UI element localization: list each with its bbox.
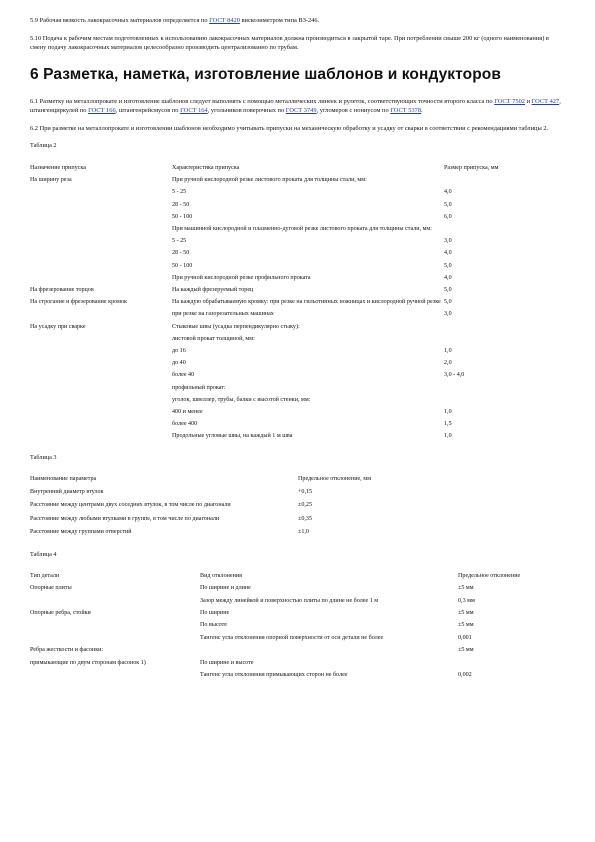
table-cell: На строгание и фрезерование кромок: [30, 299, 127, 306]
table-row: [30, 309, 570, 321]
table-cell: По ширине и длине: [200, 585, 251, 592]
table-3: [30, 474, 570, 541]
table-cell: 4,0: [444, 189, 452, 196]
gost-427-link[interactable]: ГОСТ 427: [531, 98, 560, 105]
paragraph-6-1: 6.1 Разметку на металлопрокате и изготовление шаблонов следует выполнять с помощью металлических линеек и рулеток, соответствующих точности второго класса по ГОСТ 7502 и ГОСТ 427, штангенциркулей по ГОСТ 166, штангенрейсмусов по ГОСТ 164, угольников поверочных по ГОСТ 3749, угломеров с нониусом по ГОСТ 5378.: [30, 98, 561, 114]
table-2-caption: Таблица 2: [30, 142, 57, 149]
table-2: [30, 163, 570, 444]
table-cell: 1,0: [444, 348, 452, 355]
table-cell: [444, 224, 570, 236]
table-cell: [30, 309, 172, 321]
table-cell: При машинной кислородной и плазменно-дуговой резке листового проката для толщины стали, мм:: [172, 226, 432, 233]
table-row: [30, 395, 570, 407]
table-row: [30, 248, 570, 260]
table-cell: [30, 261, 172, 273]
table-cell: 3,0: [444, 311, 452, 318]
table-4-caption: Таблица 4: [30, 550, 57, 558]
table-row: [30, 633, 570, 645]
table-cell: ±5 мм: [458, 647, 474, 654]
table-cell: Продольные угловые швы, на каждый 1 м шва: [172, 433, 293, 440]
table-row: [30, 175, 570, 187]
table-row: [30, 419, 570, 431]
table-cell: 1,5: [444, 421, 452, 428]
table-row: [30, 583, 570, 595]
table-cell: 4,0: [444, 250, 452, 257]
table-cell: уголок, швеллер, трубы, балки с высотой стенки, мм:: [172, 396, 311, 403]
table-cell: Ребра жесткости и фасонки:: [30, 647, 104, 654]
header-cell: Наименование параметра: [30, 475, 97, 482]
table-cell: [30, 358, 172, 370]
table-cell: По ширине и высоте: [200, 659, 254, 666]
table-cell: [30, 200, 172, 212]
table-row: [30, 334, 570, 346]
gost-166-link[interactable]: ГОСТ 166: [88, 107, 116, 114]
table-cell: Тангенс угла отклонения примыкающих сторон не более: [200, 671, 348, 678]
section-heading: 6 Разметка, наметка, изготовление шаблонов и кондукторов: [30, 66, 501, 83]
table-cell: 1,0: [444, 409, 452, 416]
gost-5378-link[interactable]: ГОСТ 5378: [390, 107, 422, 114]
paragraph-5-10: 5.10 Подача к рабочим местам подготовленных к использованию лакокрасочных материалов должна производиться в закрытой таре. При потреблении свыше 200 кг (одного наименования) в смену подачу лакокрасочных материалов целесообразно производить централизованно по трубам.: [30, 35, 549, 51]
table-row: [30, 596, 570, 608]
table-row: [30, 500, 570, 513]
table-cell: На каждую обрабатываемую кромку: при резке на гильотинных ножницах и кислородной ручной резке: [172, 299, 441, 306]
table-cell: [30, 431, 172, 443]
table-cell: 5 - 25: [172, 189, 187, 196]
table-cell: [30, 407, 172, 419]
table-cell: 0,002: [458, 671, 472, 678]
table-cell: На усадку при сварке: [30, 323, 86, 330]
table-cell: [30, 236, 172, 248]
table-cell: [30, 633, 200, 645]
table-cell: 3,0: [444, 238, 452, 245]
table-cell: [30, 370, 172, 382]
table-cell: [30, 334, 172, 346]
gost-8420-link[interactable]: ГОСТ 8420: [209, 17, 240, 24]
table-cell: 5,0: [444, 262, 452, 269]
table-row: [30, 527, 570, 540]
table-cell: [30, 620, 200, 632]
table-row: [30, 200, 570, 212]
table-cell: [30, 224, 172, 236]
header-cell: Предельное отклонение: [458, 572, 521, 579]
table-cell: 2,0: [444, 360, 452, 367]
table-cell: На фрезерование торцов: [30, 287, 94, 294]
table-cell: Внутренний диаметр втулок: [30, 489, 104, 496]
table-cell: 0,3 мм: [458, 597, 475, 604]
header-cell: Вид отклонения: [200, 572, 242, 579]
table-header-row: [30, 163, 570, 175]
table-row: [30, 407, 570, 419]
table-cell: [30, 383, 172, 395]
header-cell: Тип детали: [30, 572, 60, 579]
table-cell: ±0,25: [298, 502, 313, 509]
table-cell: 3,0 - 4,0: [444, 372, 465, 379]
table-cell: Стыковые швы (усадка перпендикулярно стыку):: [172, 323, 300, 330]
table-cell: По высоте: [200, 622, 227, 629]
table-row: [30, 658, 570, 670]
gost-3749-link[interactable]: ГОСТ 3749: [285, 107, 317, 114]
table-cell: На каждый фрезеруемый торец: [172, 287, 254, 294]
gost-7502-link[interactable]: ГОСТ 7502: [494, 98, 525, 105]
table-cell: более 40: [172, 372, 195, 379]
table-cell: 6,0: [444, 213, 452, 220]
table-row: [30, 187, 570, 199]
document-page: [30, 12, 570, 682]
table-cell: до 16: [172, 348, 186, 355]
table-cell: [444, 383, 570, 395]
table-cell: [30, 212, 172, 224]
table-cell: [200, 645, 458, 657]
table-cell: ±5 мм: [458, 585, 474, 592]
header-cell: Характеристика припуска: [172, 165, 240, 171]
table-cell: При ручной кислородной резке профильного проката: [172, 274, 311, 281]
table-cell: более 400: [172, 421, 198, 428]
table-cell: Тангенс угла отклонения опорной поверхности от оси детали не более: [200, 634, 384, 641]
table-row: [30, 285, 570, 297]
table-row: [30, 273, 570, 285]
header-cell: Назначение припуска: [30, 165, 86, 171]
table-4: [30, 571, 570, 683]
table-row: [30, 487, 570, 500]
table-cell: Расстояние между центрами двух соседних втулок, в том числе по диагонали: [30, 502, 231, 509]
header-cell: Предельное отклонение, мм: [298, 475, 371, 482]
table-header-row: [30, 571, 570, 583]
table-cell: 5,0: [444, 287, 452, 294]
table-cell: 4,0: [444, 274, 452, 281]
table-cell: Расстояние между группами отверстий: [30, 529, 132, 536]
table-row: [30, 224, 570, 236]
table-row: [30, 346, 570, 358]
table-cell: ±1,0: [298, 529, 309, 536]
table-row: [30, 670, 570, 682]
table-cell: Опорные ребра, стойки: [30, 609, 91, 616]
table-row: [30, 358, 570, 370]
table-row: [30, 620, 570, 632]
table-cell: [30, 596, 200, 608]
table-cell: [30, 419, 172, 431]
table-cell: [30, 346, 172, 358]
table-cell: 400 и менее: [172, 409, 203, 416]
table-row: [30, 261, 570, 273]
table-cell: [444, 334, 570, 346]
table-cell: 50 - 100: [172, 213, 193, 220]
table-cell: 28 - 50: [172, 250, 190, 257]
table-cell: [30, 670, 200, 682]
table-row: [30, 383, 570, 395]
paragraph-5-9: 5.9 Рабочая вязкость лакокрасочных материалов определяется по ГОСТ 8420 вискозиметром типа ВЗ-246.: [30, 17, 320, 24]
table-cell: при резке на газорезательных машинах: [172, 311, 274, 318]
header-cell: Размер припуска, мм: [444, 165, 499, 171]
table-cell: до 40: [172, 360, 186, 367]
table-cell: 50 - 100: [172, 262, 193, 269]
table-row: [30, 608, 570, 620]
table-cell: ±0,35: [298, 515, 313, 522]
table-cell: 5,0: [444, 201, 452, 208]
table-cell: На ширину реза: [30, 177, 72, 184]
table-cell: 5,0: [444, 299, 452, 306]
table-cell: 5 - 25: [172, 238, 187, 245]
table-row: [30, 236, 570, 248]
table-3-caption: Таблица 3: [30, 453, 57, 461]
table-cell: профильный прокат:: [172, 384, 226, 391]
table-cell: [444, 395, 570, 407]
table-cell: [30, 395, 172, 407]
table-cell: При ручной кислородной резке листового проката для толщины стали, мм:: [172, 177, 367, 184]
table-row: [30, 431, 570, 443]
table-row: [30, 645, 570, 657]
table-row: [30, 370, 570, 382]
table-cell: листовой прокат толщиной, мм:: [172, 335, 255, 342]
table-cell: примыкающие по двум сторонам фасонок 1): [30, 659, 146, 666]
table-cell: 1,0: [444, 433, 452, 440]
table-cell: [30, 187, 172, 199]
table-cell: [30, 273, 172, 285]
table-cell: По ширине: [200, 609, 230, 616]
table-row: [30, 297, 570, 309]
table-header-row: [30, 474, 570, 487]
table-cell: [444, 175, 570, 187]
table-cell: ±5 мм: [458, 609, 474, 616]
table-cell: Зазор между линейкой и поверхностью плиты по длине не более 1 м: [200, 597, 379, 604]
table-row: [30, 322, 570, 334]
table-cell: 0,001: [458, 634, 472, 641]
table-cell: +0,15: [298, 489, 313, 496]
paragraph-6-2: 6.2 При разметке на металлопрокате и изготовлении шаблонов необходимо учитывать припуски на механическую обработку и усадку от сварки в соответствии с рекомендациями таблицы 2.: [30, 125, 549, 132]
table-row: [30, 212, 570, 224]
table-cell: Опорные плиты: [30, 585, 72, 592]
gost-164-link[interactable]: ГОСТ 164: [180, 107, 208, 114]
table-cell: Расстояние между любыми втулками в группе, в том числе по диагонали: [30, 515, 220, 522]
table-cell: ±5 мм: [458, 622, 474, 629]
table-cell: [444, 322, 570, 334]
table-cell: [458, 658, 570, 670]
table-row: [30, 514, 570, 527]
table-cell: 28 - 50: [172, 201, 190, 208]
table-cell: [30, 248, 172, 260]
